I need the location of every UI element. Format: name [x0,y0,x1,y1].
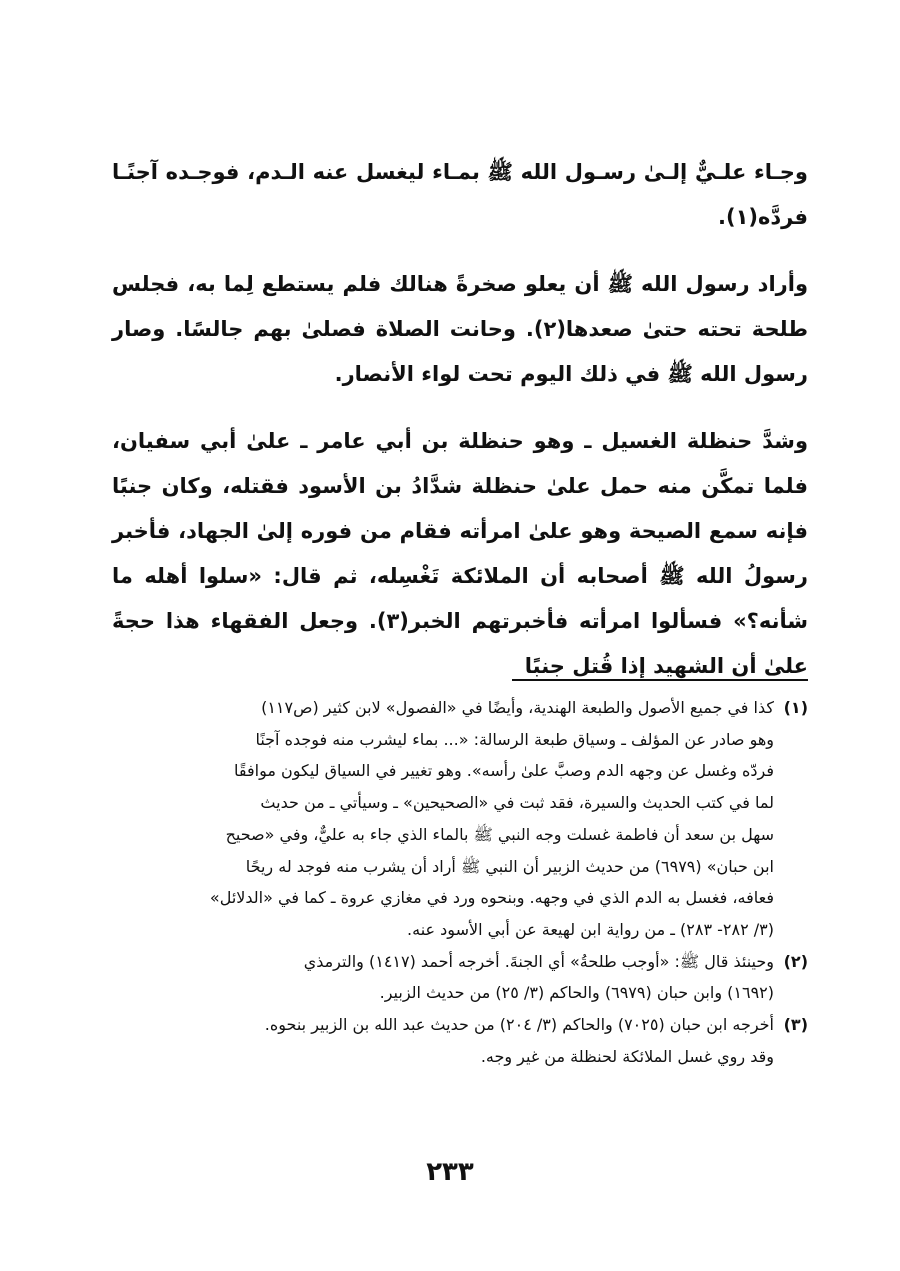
paragraph-2: وأراد رسول الله ﷺ أن يعلو صخرةً هنالك فلم يستطع لِما به، فجلس طلحة تحته حتىٰ صعدها(٢). وحانت الصلاة فصلىٰ بهم جالسًا. وصار رسول الله ﷺ في ذلك اليوم تحت لواء الأنصار. [112,272,808,386]
page-number: ٢٣٣ [426,1157,474,1187]
footnote-line: فعافه، فغسل به الدم الذي في وجهه. وبنحوه ورد في مغازي عروة ـ كما في «الدلائل» [209,888,774,908]
footnote-body [112,692,774,946]
footnote-1 [112,692,808,946]
footnote-line: (٣/ ٢٨٢- ٢٨٣) ـ من رواية ابن لهيعة عن أبي الأسود عنه. [407,919,774,939]
footnote-number: (٢) [783,951,808,971]
paragraph-3: وشدَّ حنظلة الغسيل ـ وهو حنظلة بن أبي عامر ـ علىٰ أبي سفيان، فلما تمكَّن منه حمل علىٰ حنظلة شدَّادُ بن الأسود فقتله، وكان جنبًا فإنه سمع الصيحة وهو علىٰ امرأته فقام من فوره إلىٰ الجهاد، فأخبر رسولُ الله ﷺ أصحابه أن الملائكة تَغْسِله، ثم قال: «سلوا أهله ما شأنه؟» فسألوا امرأته فأخبرتهم الخبر(٣). وجعل الفقهاء هذا حجةً علىٰ أن الشهيد إذا قُتل جنبًا [112,429,808,678]
footnote-line: فردّه وغسل عن وجهه الدم وصبَّ علىٰ رأسه». وهو تغيير في السياق ليكون موافقًا [234,761,774,781]
footnote-2 [112,946,808,1009]
footnote-body [112,946,774,1009]
footnote-body [112,1009,774,1072]
paragraph-1: وجـاء علـيٌّ إلـىٰ رسـول الله ﷺ بمـاء ليغسل عنه الـدم، فوجـده آجنًـا فردَّه(١). [112,160,808,229]
footnote-line: وحينئذ قال ﷺ: «أوجب طلحةُ» أي الجنةَ. أخرجه أحمد (١٤١٧) والترمذي [303,951,774,971]
footnote-number: (١) [783,698,808,717]
footnote-line: أخرجه ابن حبان (٧٠٢٥) والحاكم (٣/ ٢٠٤) من حديث عبد الله بن الزبير بنحوه. [264,1015,774,1035]
footnote-divider [512,679,808,681]
footnote-number: (٣) [783,1015,808,1035]
footnote-line: كذا في جميع الأصول والطبعة الهندية، وأيضًا في «الفصول» لابن كثير (ص١١٧) [261,698,774,717]
footnote-line: ابن حبان» (٦٩٧٩) من حديث الزبير أن النبي ﷺ أراد أن يشرب منه فوجد له ريحًا [245,856,774,876]
footnote-line: وقد روي غسل الملائكة لحنظلة من غير وجه. [480,1046,774,1066]
footnotes [112,692,808,1072]
footnote-line: (١٦٩٢) وابن حبان (٦٩٧٩) والحاكم (٣/ ٢٥) من حديث الزبير. [379,983,774,1003]
main-text [112,150,808,711]
footnote-3 [112,1009,808,1072]
footnote-line: سهل بن سعد أن فاطمة غسلت وجه النبي ﷺ بالماء الذي جاء به عليٌّ، وفي «صحيح [225,824,774,844]
footnote-line: وهو صادر عن المؤلف ـ وسياق طبعة الرسالة: «... بماء ليشرب منه فوجده آجنًا [255,729,774,749]
footnote-line: لما في كتب الحديث والسيرة، فقد ثبت في «الصحيحين» ـ وسيأتي ـ من حديث [260,793,774,813]
